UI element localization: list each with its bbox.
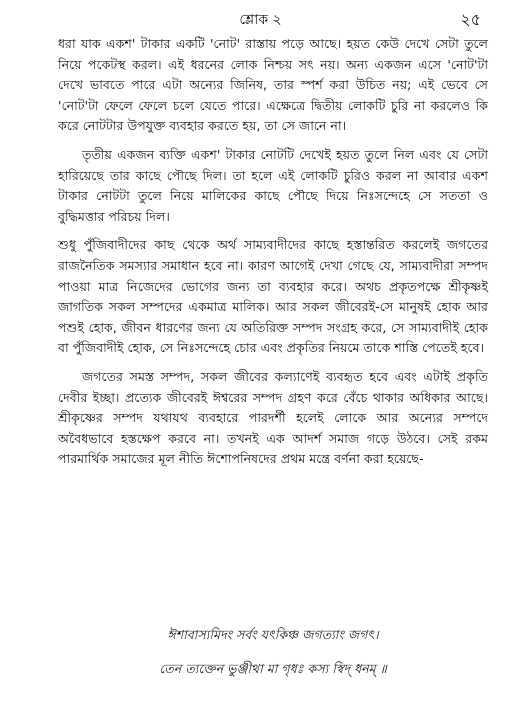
paragraph-3: শুধু পুঁজিবাদীদের কাছ থেকে অর্থ সাম্যবাদীদের কাছে হস্তান্তরিত করলেই জগতের রাজনৈতিক সমস্যার সমাধান হবে না। কারণ আগেই দেখা গেছে যে, সাম্যবাদীরা সম্পদ পাওয়া মাত্র নিজেদের ভোগের জন্য তা ব্যবহার করে। অথচ প্রকৃতপক্ষে শ্রীকৃষ্ণই জাগতিক সকল সম্পদের একমাত্র মালিক। আর সকল জীবেরই-সে মানুষই হোক আর পশুই হোক, জীবন ধারণের জন্য যে অতিরিক্ত সম্পদ সংগ্রহ করে, সে সাম্যবাদীই হোক বা পুঁজিবাদীই হোক, সে নিঃসন্দেহে চোর এবং প্রকৃতির নিয়মে তাকে শাস্তি পেতেই হবে। (58, 237, 488, 356)
paragraph-1: ধরা যাক একশ' টাকার একটি 'নোট' রাস্তায় পড়ে আছে। হয়ত কেউ দেখে সেটা তুলে নিয়ে পকেটস্থ করল। এই ধরনের লোক নিশ্চয় সৎ নয়। অন্য একজন এসে 'নোট'টা দেখে ভাবতে পারে এটা অন্যের জিনিষ, তার স্পর্শ করা উচিত নয়; এই ভেবে সে 'নোট'টা ফেলে ফেলে চলে যেতে পারে। এক্ষেত্রে দ্বিতীয় লোকটি চুরি না করলেও কি করে নোটটার উপযুক্ত ব্যবহার করতে হয়, তা সে জানে না। (58, 36, 488, 134)
paragraph-4: জগতের সমস্ত সম্পদ, সকল জীবের কল্যাণেই ব্যবহৃত হবে এবং এটাই প্রকৃতি দেবীর ইচ্ছা। প্রত্যেক জীবেরই ঈশ্বরের সম্পদ গ্রহণ করে বেঁচে থাকার অধিকার আছে। শ্রীকৃষ্ণের সম্পদ যথাযথ ব্যবহারে পারদর্শী হলেই লোকে আর অন্যের সম্পদে অবৈধভাবে হস্তক্ষেপ করবে না। তখনই এক আদর্শ সমাজ গড়ে উঠবে। সেই রকম পারমার্থিক সমাজের মূল নীতি ঈশোপনিষদের প্রথম মন্ত্রে বর্ণনা করা হয়েছে- (58, 368, 488, 467)
sanskrit-verse (58, 618, 488, 686)
verse-line-1: ঈশাবাস্যমিদং সর্বং যৎকিঞ্চ জগত্যাং জগৎ। (167, 627, 379, 642)
page-number: ২৫ (460, 10, 481, 29)
verse-line-2: তেন ত্যক্তেন ভুঞ্জীথা মা গৃধঃ কস্য স্বিদ্ ধনম্ ॥ (159, 661, 387, 676)
body-text (58, 34, 488, 478)
page-header (0, 6, 521, 28)
paragraph-2: তৃতীয় একজন ব্যক্তি একশ' টাকার নোটটি দেখেই হয়ত তুলে নিল এবং যে সেটা হারিয়েছে তার কাছে পৌছে দিল। তা হলে এই লোকটি চুরিও করল না আবার একশ টাকার নোটটা তুলে নিয়ে মালিকের কাছে পৌছে দিয়ে নিঃসন্দেহে সে সততা ও বুদ্ধিমত্তার পরিচয় দিল। (58, 146, 488, 224)
running-title: শ্লোক ২ (239, 12, 282, 28)
